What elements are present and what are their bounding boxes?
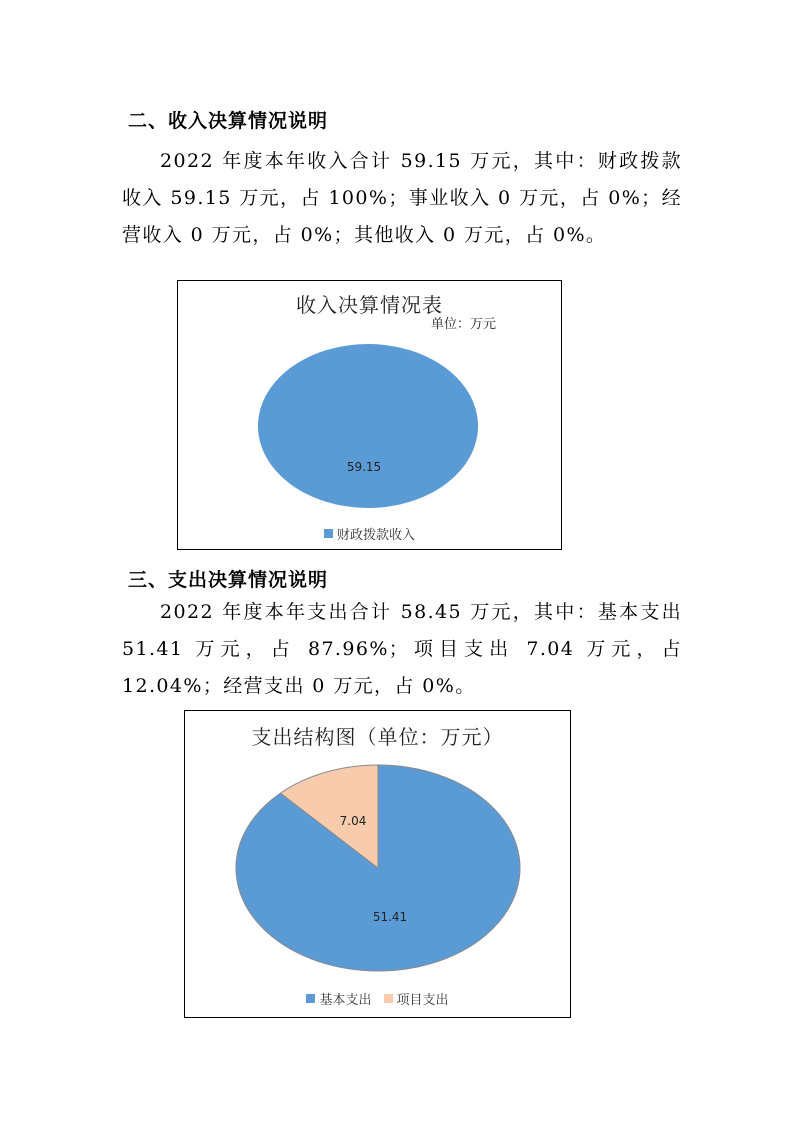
section3-paragraph: 2022 年度本年支出合计 58.45 万元，其中：基本支出 51.41 万元，占 87.96%；项目支出 7.04 万元，占 12.04%；经营支出 0 万元，占 0%。 <box>122 601 682 697</box>
pie-slice-1 <box>258 344 478 508</box>
legend-item-1 <box>306 989 371 1008</box>
income-chart-unit: 单位：万元 <box>431 317 497 332</box>
income-chart <box>177 280 562 550</box>
income-chart-title: 收入决算情况表 <box>296 293 443 317</box>
legend-label: 财政拨款收入 <box>336 528 415 543</box>
income-pie <box>178 281 561 549</box>
legend-item-1 <box>324 524 415 543</box>
pie-data-label-2: 7.04 <box>339 814 367 828</box>
expenditure-legend <box>185 989 570 1008</box>
legend-label: 项目支出 <box>396 993 449 1008</box>
legend-swatch <box>384 994 393 1003</box>
legend-label: 基本支出 <box>319 993 372 1008</box>
income-legend <box>178 524 561 543</box>
legend-item-2 <box>384 989 449 1008</box>
legend-swatch <box>324 529 333 538</box>
section2-heading: 二、收入决算情况说明 <box>128 110 329 132</box>
expenditure-chart <box>184 710 571 1018</box>
pie-data-label-1: 59.15 <box>346 460 382 474</box>
expenditure-pie <box>185 711 570 1017</box>
legend-swatch <box>306 994 315 1003</box>
pie-data-label-1: 51.41 <box>372 910 408 924</box>
section3-heading: 三、支出决算情况说明 <box>128 569 329 591</box>
section2-paragraph: 2022 年度本年收入合计 59.15 万元，其中：财政拨款收入 59.15 万元，占 100%；事业收入 0 万元，占 0%；经营收入 0 万元，占 0%；其他收入 0 万元，占 0%。 <box>122 150 682 246</box>
expenditure-chart-title: 支出结构图（单位：万元） <box>251 725 504 749</box>
